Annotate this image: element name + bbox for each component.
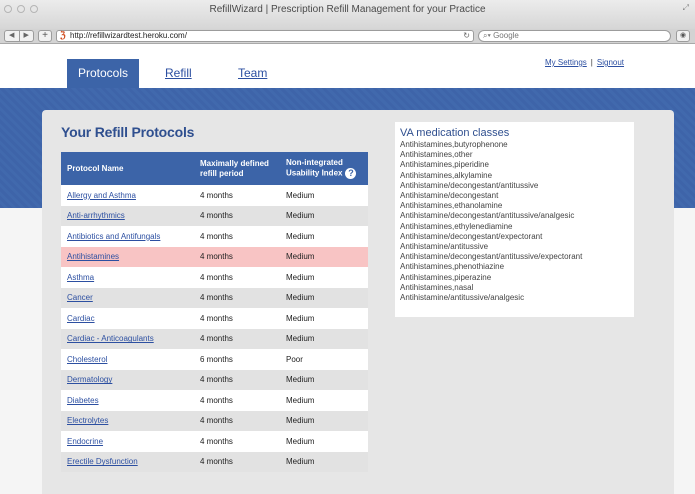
usability-cell: Medium <box>280 288 368 309</box>
protocol-link[interactable]: Antibiotics and Antifungals <box>67 231 161 241</box>
back-icon[interactable]: ◀ <box>9 32 15 39</box>
window-title: RefillWizard | Prescription Refill Management for your Practice <box>209 4 486 15</box>
protocol-name-cell <box>61 247 194 268</box>
forward-icon[interactable]: ▶ <box>19 31 34 41</box>
refill-period-cell: 4 months <box>194 206 280 227</box>
protocol-name-cell <box>61 206 194 227</box>
protocol-name-cell <box>61 329 194 350</box>
refill-period-cell: 4 months <box>194 452 280 473</box>
column-header-usability-index: Non-integrated Usability Index ? <box>280 152 368 185</box>
address-bar[interactable] <box>56 30 474 42</box>
usability-cell: Medium <box>280 206 368 227</box>
browser-toolbar <box>0 29 695 44</box>
add-bookmark-button[interactable]: + <box>38 30 52 42</box>
protocol-name-cell <box>61 288 194 309</box>
list-item: Antihistamine/antitussive <box>400 242 489 252</box>
protocol-link[interactable]: Erectile Dysfunction <box>67 457 138 467</box>
search-icon: ⌕▾ <box>483 31 494 40</box>
protocol-link[interactable]: Anti-arrhythmics <box>67 211 125 221</box>
list-item: Antihistamine/decongestant/antitussive/analgesic <box>400 211 575 221</box>
table-row <box>61 411 368 432</box>
list-item: Antihistamines,alkylamine <box>400 170 493 180</box>
refill-period-cell: 4 months <box>194 308 280 329</box>
window-titlebar <box>0 0 695 29</box>
table-row <box>61 206 368 227</box>
table-row <box>61 431 368 452</box>
usability-cell: Medium <box>280 329 368 350</box>
table-row <box>61 288 368 309</box>
protocol-name-cell <box>61 349 194 370</box>
table-row <box>61 185 368 206</box>
protocol-name-cell <box>61 452 194 473</box>
protocol-name-cell <box>61 308 194 329</box>
usability-cell: Medium <box>280 226 368 247</box>
usability-cell: Medium <box>280 452 368 473</box>
tab-team[interactable]: Team <box>238 66 268 80</box>
protocol-name-cell <box>61 370 194 391</box>
protocol-name-cell <box>61 267 194 288</box>
site-favicon-icon: ℨ <box>60 30 66 40</box>
protocol-link[interactable]: Diabetes <box>67 395 99 405</box>
protocol-link[interactable]: Allergy and Asthma <box>67 190 136 200</box>
table-row <box>61 370 368 391</box>
table-row <box>61 308 368 329</box>
column-header-protocol-name: Protocol Name <box>61 152 194 185</box>
protocol-name-cell <box>61 226 194 247</box>
url-text[interactable]: http://refillwizardtest.heroku.com/ <box>70 31 187 40</box>
user-links <box>545 58 624 67</box>
table-row <box>61 329 368 350</box>
protocol-link[interactable]: Dermatology <box>67 375 113 385</box>
protocol-link[interactable]: Antihistamines <box>67 252 120 262</box>
history-nav <box>4 30 34 42</box>
refill-period-cell: 4 months <box>194 288 280 309</box>
signout-link[interactable]: Signout <box>596 58 625 67</box>
usability-cell: Poor <box>280 349 368 370</box>
protocol-name-cell <box>61 390 194 411</box>
table-row <box>61 349 368 370</box>
list-item: Antihistamine/decongestant/expectorant <box>400 231 543 241</box>
refill-period-cell: 4 months <box>194 185 280 206</box>
list-item: Antihistamine/antitussive/analgesic <box>400 293 525 303</box>
list-item: Antihistamine/decongestant/antitussive/expectorant <box>400 252 583 262</box>
usability-cell: Medium <box>280 431 368 452</box>
list-item: Antihistamines,ethylenediamine <box>400 221 513 231</box>
user-links-separator: | <box>590 58 593 67</box>
refill-period-cell: 4 months <box>194 411 280 432</box>
refill-period-cell: 4 months <box>194 226 280 247</box>
search-field[interactable] <box>478 30 671 42</box>
list-item: Antihistamines,other <box>400 150 473 160</box>
va-classes-list <box>400 140 629 303</box>
usability-cell: Medium <box>280 185 368 206</box>
refill-period-cell: 6 months <box>194 349 280 370</box>
protocol-link[interactable]: Electrolytes <box>67 416 109 426</box>
bookmarks-icon[interactable]: ◉ <box>676 30 690 42</box>
protocol-name-cell <box>61 431 194 452</box>
list-item: Antihistamine/decongestant/antitussive <box>400 180 539 190</box>
refill-period-cell: 4 months <box>194 390 280 411</box>
tab-protocols[interactable]: Protocols <box>67 59 139 88</box>
va-medication-classes-box <box>395 122 634 317</box>
reload-icon[interactable]: ↻ <box>463 31 470 40</box>
search-placeholder: ⌕▾ Google <box>483 31 519 40</box>
my-settings-link[interactable]: My Settings <box>545 58 587 67</box>
refill-period-cell: 4 months <box>194 267 280 288</box>
protocol-link[interactable]: Cholesterol <box>67 354 108 364</box>
protocol-link[interactable]: Cardiac - Anticoagulants <box>67 334 154 344</box>
table-row <box>61 452 368 473</box>
usability-cell: Medium <box>280 390 368 411</box>
refill-period-cell: 4 months <box>194 370 280 391</box>
column-header-refill-period: Maximally defined refill period <box>194 152 280 185</box>
protocol-link[interactable]: Asthma <box>67 272 95 282</box>
table-header-row <box>61 152 368 185</box>
protocol-link[interactable]: Endocrine <box>67 436 104 446</box>
refill-period-cell: 4 months <box>194 431 280 452</box>
protocol-name-cell <box>61 411 194 432</box>
protocol-link[interactable]: Cardiac <box>67 313 95 323</box>
refill-period-cell: 4 months <box>194 329 280 350</box>
list-item: Antihistamine/decongestant <box>400 191 499 201</box>
tab-refill[interactable]: Refill <box>165 66 192 80</box>
list-item: Antihistamines,piperidine <box>400 160 489 170</box>
table-row <box>61 390 368 411</box>
help-icon[interactable]: ? <box>345 168 356 179</box>
table-row <box>61 226 368 247</box>
usability-cell: Medium <box>280 411 368 432</box>
list-item: Antihistamines,piperazine <box>400 272 492 282</box>
protocol-name-cell <box>61 185 194 206</box>
usability-cell: Medium <box>280 370 368 391</box>
protocols-table <box>61 152 368 472</box>
protocol-link[interactable]: Cancer <box>67 293 93 303</box>
table-row <box>61 247 368 268</box>
usability-cell: Medium <box>280 247 368 268</box>
list-item: Antihistamines,nasal <box>400 282 474 292</box>
usability-cell: Medium <box>280 308 368 329</box>
table-row <box>61 267 368 288</box>
list-item: Antihistamines,phenothiazine <box>400 262 505 272</box>
page-title: Your Refill Protocols <box>61 124 195 140</box>
refill-period-cell: 4 months <box>194 247 280 268</box>
usability-cell: Medium <box>280 267 368 288</box>
va-classes-title: VA medication classes <box>400 127 510 139</box>
list-item: Antihistamines,ethanolamine <box>400 201 503 211</box>
fullscreen-icon[interactable]: ⤢ <box>682 3 689 12</box>
list-item: Antihistamines,butyrophenone <box>400 140 508 149</box>
